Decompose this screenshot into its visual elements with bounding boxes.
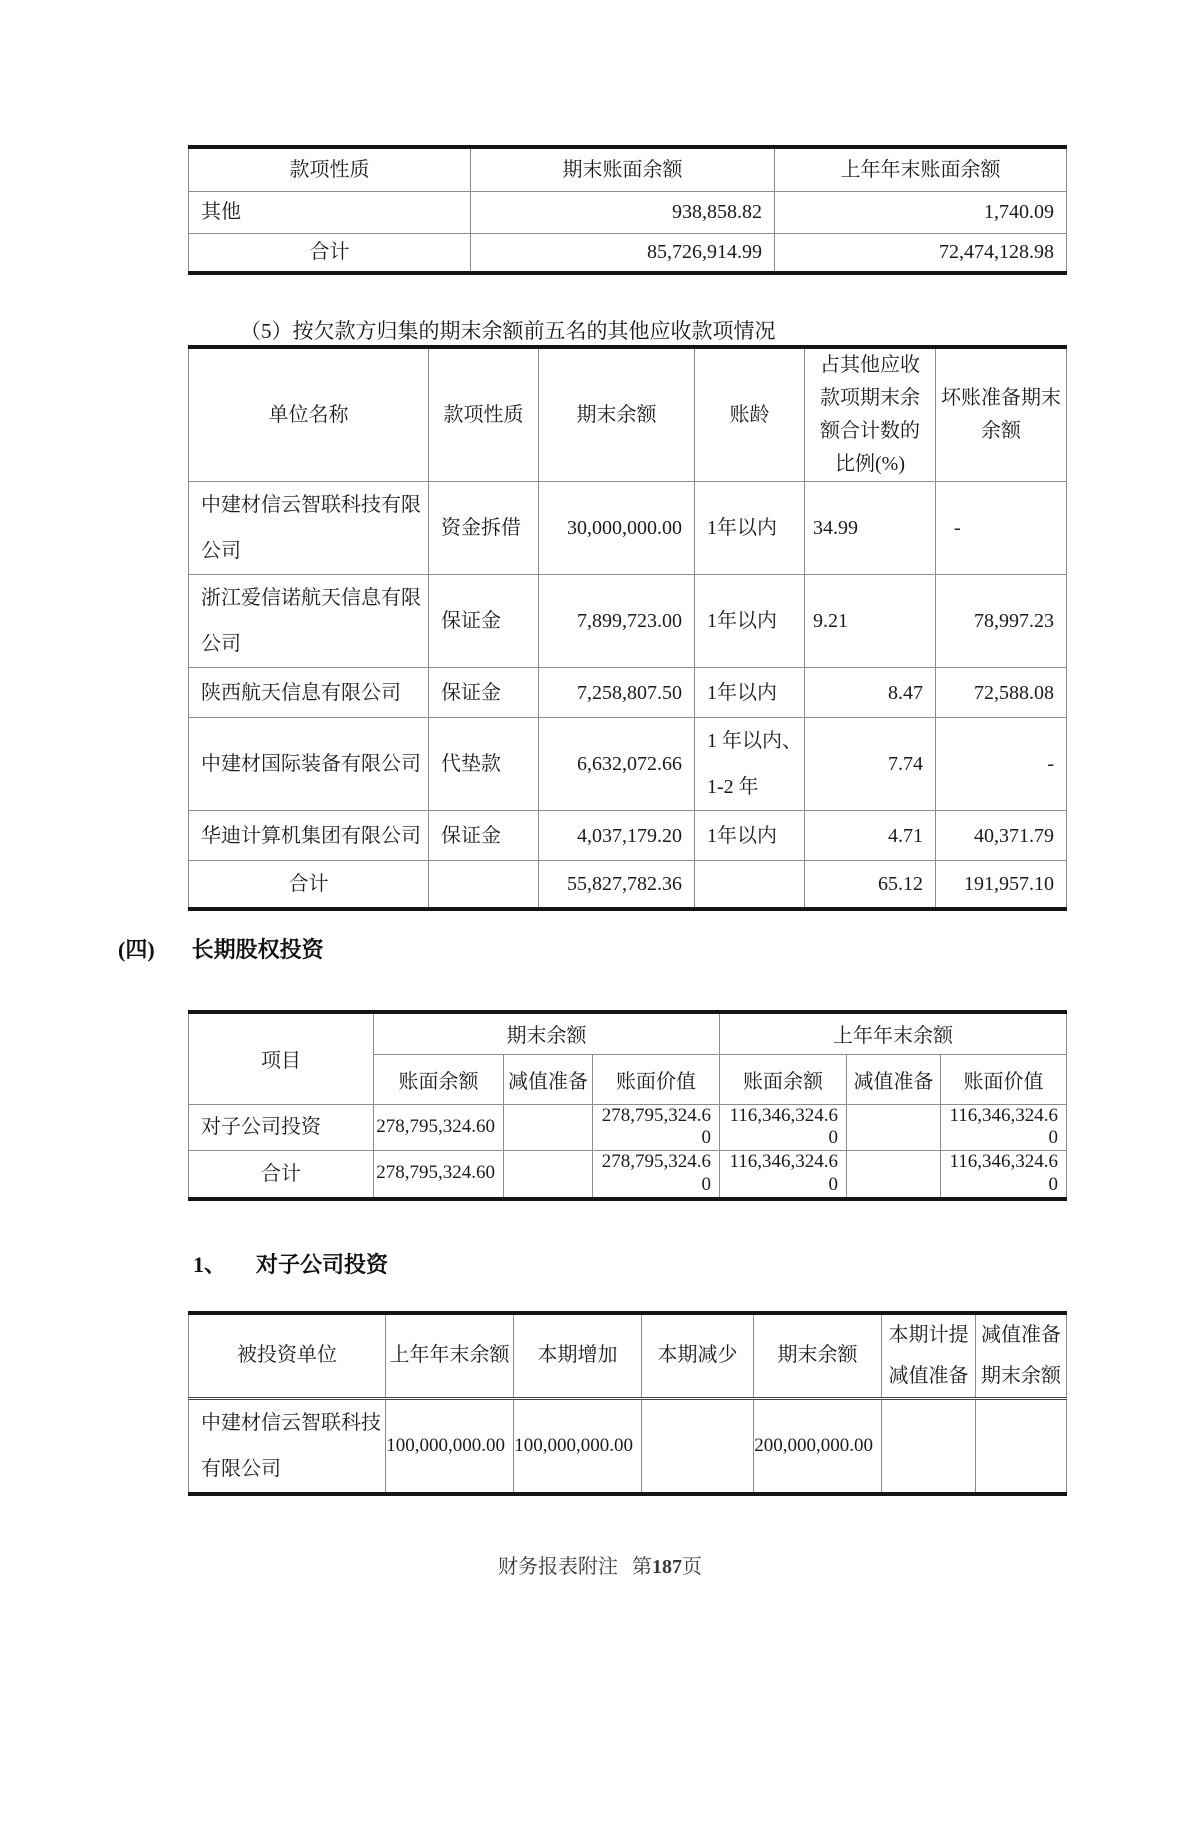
cell-ending-balance: 7,258,807.50	[539, 668, 695, 718]
cell-ending-balance: 55,827,782.36	[539, 861, 695, 910]
col-header-book-balance: 账面余额	[720, 1054, 847, 1104]
page-prefix: 第	[632, 1555, 652, 1578]
col-header-book-value: 账面价值	[593, 1054, 720, 1104]
table-total-row	[189, 233, 1067, 273]
table-header-row	[189, 347, 1067, 482]
cell-unit-name: 中建材信云智联科技有限公司	[189, 482, 429, 575]
cell-book-value: 116,346,324.60	[941, 1151, 1067, 1199]
cell-provision: 40,371.79	[936, 811, 1067, 861]
cell-total-label: 合计	[189, 233, 471, 273]
col-header-ratio: 占其他应收款项期末余额合计数的比例(%)	[805, 347, 936, 482]
page-number: 187	[652, 1555, 682, 1578]
col-header-aging: 账龄	[695, 347, 805, 482]
cell-book-balance: 278,795,324.60	[374, 1104, 504, 1151]
cell-empty	[429, 861, 539, 910]
col-header-nature: 款项性质	[429, 347, 539, 482]
cell-impairment	[847, 1151, 941, 1199]
cell-decrease	[642, 1398, 754, 1494]
col-header-investee: 被投资单位	[189, 1313, 386, 1399]
table-row	[189, 482, 1067, 575]
cell-impairment	[504, 1104, 593, 1151]
table-total-row	[189, 861, 1067, 910]
cell-nature: 代垫款	[429, 718, 539, 811]
cell-prior-balance: 100,000,000.00	[386, 1398, 514, 1494]
cell-ending-balance: 6,632,072.66	[539, 718, 695, 811]
document-page	[0, 145, 1200, 1579]
cell-ending-balance: 938,858.82	[471, 191, 775, 233]
cell-prior-balance: 72,474,128.98	[775, 233, 1067, 273]
col-header-book-value: 账面价值	[941, 1054, 1067, 1104]
col-header-nature: 款项性质	[189, 147, 471, 191]
cell-impairment	[847, 1104, 941, 1151]
cell-nature: 资金拆借	[429, 482, 539, 575]
cell-ratio: 8.47	[805, 668, 936, 718]
cell-current-impairment	[882, 1398, 976, 1494]
cell-provision: 191,957.10	[936, 861, 1067, 910]
table-row	[189, 718, 1067, 811]
cell-ratio: 34.99	[805, 482, 936, 575]
cell-ending-balance: 85,726,914.99	[471, 233, 775, 273]
cell-provision: 78,997.23	[936, 575, 1067, 668]
table-row	[189, 1398, 1067, 1494]
cell-ending-balance: 200,000,000.00	[754, 1398, 882, 1494]
subsection-title: 对子公司投资	[256, 1251, 389, 1277]
cell-impairment	[504, 1151, 593, 1199]
cell-prior-balance: 1,740.09	[775, 191, 1067, 233]
section-title: 长期股权投资	[191, 937, 324, 962]
cell-unit-name: 浙江爱信诺航天信息有限公司	[189, 575, 429, 668]
cell-total-label: 合计	[189, 861, 429, 910]
subsection-heading-subsidiary-investment	[193, 1251, 1200, 1279]
cell-impairment-ending	[976, 1398, 1067, 1494]
cell-aging: 1年以内	[695, 668, 805, 718]
subsidiary-investment-table	[188, 1311, 1067, 1496]
cell-aging: 1年以内	[695, 482, 805, 575]
group-header-prior-year-balance: 上年年末余额	[720, 1012, 1067, 1054]
cell-book-value: 278,795,324.60	[593, 1104, 720, 1151]
cell-increase: 100,000,000.00	[514, 1398, 642, 1494]
col-header-impairment: 减值准备	[504, 1054, 593, 1104]
cell-nature: 保证金	[429, 575, 539, 668]
long-term-equity-investment-table	[188, 1010, 1067, 1201]
cell-investee: 中建材信云智联科技有限公司	[189, 1398, 386, 1494]
cell-ratio: 7.74	[805, 718, 936, 811]
receivables-by-nature-table	[188, 145, 1067, 275]
table-header-row	[189, 1313, 1067, 1399]
table-row	[189, 811, 1067, 861]
cell-provision: -	[936, 482, 1067, 575]
col-header-current-increase: 本期增加	[514, 1313, 642, 1399]
cell-ending-balance: 30,000,000.00	[539, 482, 695, 575]
cell-item: 对子公司投资	[189, 1104, 374, 1151]
col-header-unit-name: 单位名称	[189, 347, 429, 482]
table-total-row	[189, 1151, 1067, 1199]
cell-book-value: 116,346,324.60	[941, 1104, 1067, 1151]
cell-book-balance: 278,795,324.60	[374, 1151, 504, 1199]
cell-nature: 其他	[189, 191, 471, 233]
col-header-prior-year-balance: 上年年末余额	[386, 1313, 514, 1399]
cell-unit-name: 陕西航天信息有限公司	[189, 668, 429, 718]
cell-provision: 72,588.08	[936, 668, 1067, 718]
table-row	[189, 668, 1067, 718]
col-header-impairment: 减值准备	[847, 1054, 941, 1104]
col-header-bad-debt-provision: 坏账准备期末余额	[936, 347, 1067, 482]
section-heading-long-term-equity	[118, 936, 1200, 964]
cell-book-value: 278,795,324.60	[593, 1151, 720, 1199]
table-header-row	[189, 147, 1067, 191]
page-footer	[0, 1550, 1200, 1579]
cell-nature: 保证金	[429, 668, 539, 718]
cell-unit-name: 华迪计算机集团有限公司	[189, 811, 429, 861]
col-header-current-decrease: 本期减少	[642, 1313, 754, 1399]
footer-label: 财务报表附注	[498, 1555, 618, 1578]
col-header-ending-balance: 期末余额	[539, 347, 695, 482]
section-number: (四)	[118, 937, 155, 962]
cell-unit-name: 中建材国际装备有限公司	[189, 718, 429, 811]
col-header-book-balance: 账面余额	[374, 1054, 504, 1104]
table-row	[189, 575, 1067, 668]
top5-other-receivables-table	[188, 345, 1067, 911]
page-suffix: 页	[682, 1555, 702, 1578]
cell-empty	[695, 861, 805, 910]
cell-ending-balance: 7,899,723.00	[539, 575, 695, 668]
cell-aging: 1年以内	[695, 575, 805, 668]
cell-ratio: 9.21	[805, 575, 936, 668]
cell-aging: 1年以内	[695, 811, 805, 861]
cell-total-label: 合计	[189, 1151, 374, 1199]
col-header-item: 项目	[189, 1012, 374, 1104]
cell-nature: 保证金	[429, 811, 539, 861]
cell-provision: -	[936, 718, 1067, 811]
col-header-current-impairment: 本期计提减值准备	[882, 1313, 976, 1399]
col-header-impairment-ending: 减值准备期末余额	[976, 1313, 1067, 1399]
cell-book-balance: 116,346,324.60	[720, 1151, 847, 1199]
section-heading-top5-receivables: （5）按欠款方归集的期末余额前五名的其他应收款项情况	[240, 319, 776, 343]
cell-aging: 1 年以内、1-2 年	[695, 718, 805, 811]
table-group-header-row	[189, 1012, 1067, 1054]
cell-ratio: 65.12	[805, 861, 936, 910]
col-header-ending-balance: 期末余额	[754, 1313, 882, 1399]
col-header-ending-balance: 期末账面余额	[471, 147, 775, 191]
group-header-ending-balance: 期末余额	[374, 1012, 720, 1054]
cell-book-balance: 116,346,324.60	[720, 1104, 847, 1151]
cell-ending-balance: 4,037,179.20	[539, 811, 695, 861]
subsection-number: 1、	[193, 1251, 227, 1277]
table-row	[189, 191, 1067, 233]
table-row	[189, 1104, 1067, 1151]
page-number-text	[632, 1556, 702, 1578]
cell-ratio: 4.71	[805, 811, 936, 861]
col-header-prior-year-balance: 上年年末账面余额	[775, 147, 1067, 191]
